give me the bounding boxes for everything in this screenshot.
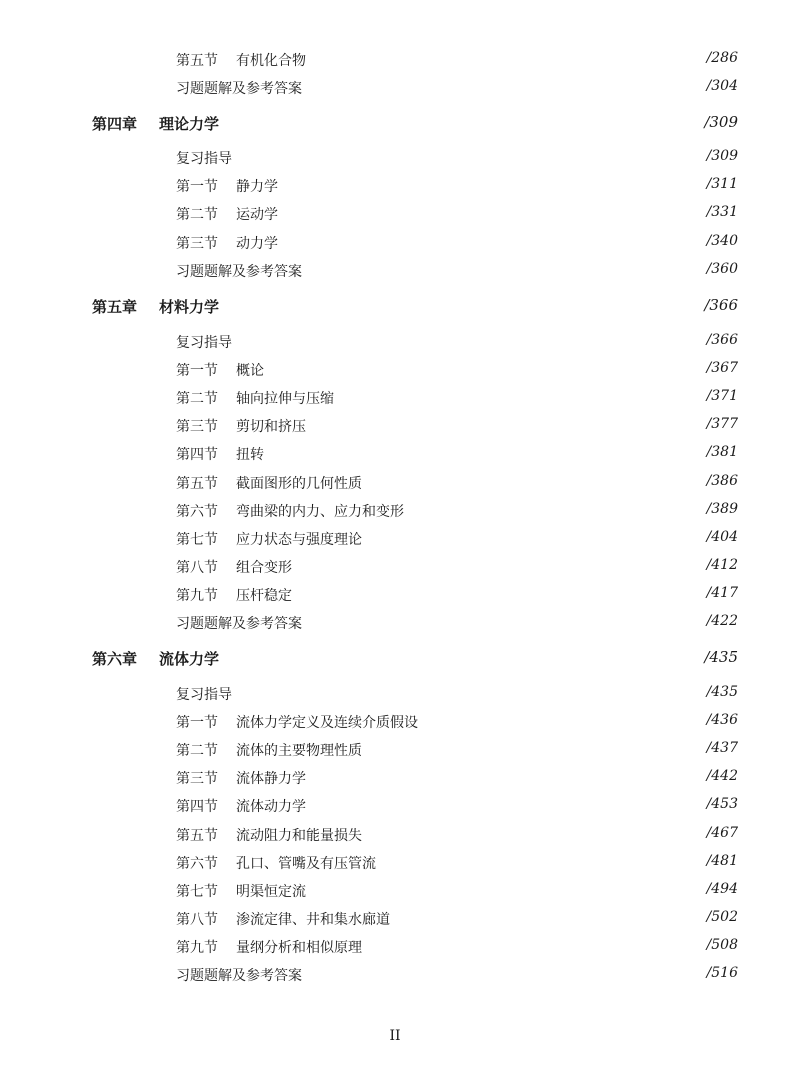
section-page: /453 <box>706 796 738 812</box>
section-page: /304 <box>706 78 738 94</box>
section-row <box>0 176 790 198</box>
chapter-page: /435 <box>704 648 738 666</box>
section-title: 孔口、管嘴及有压管流 <box>236 856 376 872</box>
section-page: /360 <box>706 261 738 277</box>
section-number: 第二节 <box>176 743 218 759</box>
section-number: 第四节 <box>176 447 218 463</box>
section-row <box>0 853 790 875</box>
section-row <box>0 416 790 438</box>
section-page: /366 <box>706 332 738 348</box>
section-title: 渗流定律、井和集水廊道 <box>236 912 390 928</box>
chapter-number: 第五章 <box>92 298 138 316</box>
section-number: 第五节 <box>176 828 218 844</box>
section-title: 流体动力学 <box>236 799 306 815</box>
section-number: 第五节 <box>176 476 218 492</box>
section-number: 第八节 <box>176 912 218 928</box>
section-page: /404 <box>706 529 738 545</box>
section-row <box>0 529 790 551</box>
section-title: 动力学 <box>236 236 278 252</box>
section-title: 静力学 <box>236 179 278 195</box>
section-title: 明渠恒定流 <box>236 884 306 900</box>
chapter-page: /309 <box>704 113 738 131</box>
section-page: /286 <box>706 50 738 66</box>
chapter-number: 第六章 <box>92 650 138 668</box>
section-row <box>0 740 790 762</box>
section-page: /437 <box>706 740 738 756</box>
section-title: 量纲分析和相似原理 <box>236 940 362 956</box>
section-row <box>0 444 790 466</box>
chapter-title: 材料力学 <box>159 298 220 316</box>
chapter-title: 流体力学 <box>159 650 220 668</box>
section-row <box>0 684 790 706</box>
section-row <box>0 909 790 931</box>
section-row <box>0 501 790 523</box>
section-number: 第九节 <box>176 940 218 956</box>
section-row <box>0 78 790 100</box>
section-page: /494 <box>706 881 738 897</box>
section-row <box>0 796 790 818</box>
section-page: /435 <box>706 684 738 700</box>
section-page: /340 <box>706 233 738 249</box>
section-number: 第一节 <box>176 715 218 731</box>
page-folio: II <box>389 1028 401 1044</box>
chapter-row <box>0 113 790 135</box>
section-page: /311 <box>706 176 738 192</box>
section-row <box>0 50 790 72</box>
section-page: /516 <box>706 965 738 981</box>
chapter-row <box>0 648 790 670</box>
section-number: 第七节 <box>176 532 218 548</box>
section-title: 弯曲梁的内力、应力和变形 <box>236 504 404 520</box>
section-number: 第八节 <box>176 560 218 576</box>
section-row <box>0 388 790 410</box>
section-row <box>0 881 790 903</box>
section-page: /508 <box>706 937 738 953</box>
section-number: 第七节 <box>176 884 218 900</box>
section-row <box>0 204 790 226</box>
section-row <box>0 768 790 790</box>
chapter-title: 理论力学 <box>159 115 220 133</box>
section-label: 习题题解及参考答案 <box>176 264 302 280</box>
section-row <box>0 261 790 283</box>
section-number: 第三节 <box>176 236 218 252</box>
section-title: 流体力学定义及连续介质假设 <box>236 715 418 731</box>
section-row <box>0 965 790 987</box>
section-title: 组合变形 <box>236 560 292 576</box>
section-row <box>0 825 790 847</box>
section-number: 第九节 <box>176 588 218 604</box>
section-label: 习题题解及参考答案 <box>176 81 302 97</box>
section-title: 压杆稳定 <box>236 588 292 604</box>
section-row <box>0 557 790 579</box>
section-label: 习题题解及参考答案 <box>176 968 302 984</box>
section-number: 第二节 <box>176 391 218 407</box>
section-number: 第二节 <box>176 207 218 223</box>
section-row <box>0 332 790 354</box>
section-page: /422 <box>706 613 738 629</box>
section-title: 轴向拉伸与压缩 <box>236 391 334 407</box>
section-row <box>0 148 790 170</box>
section-row <box>0 613 790 635</box>
section-number: 第三节 <box>176 771 218 787</box>
section-title: 剪切和挤压 <box>236 419 306 435</box>
section-title: 流体静力学 <box>236 771 306 787</box>
section-number: 第三节 <box>176 419 218 435</box>
section-label: 复习指导 <box>176 335 232 351</box>
section-number: 第一节 <box>176 179 218 195</box>
section-page: /331 <box>706 204 738 220</box>
section-page: /381 <box>706 444 738 460</box>
section-page: /412 <box>706 557 738 573</box>
section-title: 截面图形的几何性质 <box>236 476 362 492</box>
section-row <box>0 712 790 734</box>
section-page: /389 <box>706 501 738 517</box>
section-row <box>0 473 790 495</box>
section-page: /467 <box>706 825 738 841</box>
section-page: /371 <box>706 388 738 404</box>
section-label: 复习指导 <box>176 151 232 167</box>
section-page: /386 <box>706 473 738 489</box>
section-page: /502 <box>706 909 738 925</box>
section-number: 第一节 <box>176 363 218 379</box>
section-label: 习题题解及参考答案 <box>176 616 302 632</box>
section-number: 第五节 <box>176 53 218 69</box>
chapter-number: 第四章 <box>92 115 138 133</box>
section-row <box>0 937 790 959</box>
section-row <box>0 360 790 382</box>
section-row <box>0 585 790 607</box>
section-label: 复习指导 <box>176 687 232 703</box>
section-title: 扭转 <box>236 447 264 463</box>
section-page: /309 <box>706 148 738 164</box>
section-row <box>0 233 790 255</box>
chapter-page: /366 <box>704 296 738 314</box>
section-title: 流动阻力和能量损失 <box>236 828 362 844</box>
section-title: 运动学 <box>236 207 278 223</box>
section-title: 概论 <box>236 363 264 379</box>
section-page: /377 <box>706 416 738 432</box>
section-number: 第六节 <box>176 856 218 872</box>
section-page: /442 <box>706 768 738 784</box>
section-title: 流体的主要物理性质 <box>236 743 362 759</box>
section-page: /367 <box>706 360 738 376</box>
section-number: 第四节 <box>176 799 218 815</box>
section-number: 第六节 <box>176 504 218 520</box>
section-page: /436 <box>706 712 738 728</box>
chapter-row <box>0 296 790 318</box>
section-title: 有机化合物 <box>236 53 306 69</box>
section-page: /417 <box>706 585 738 601</box>
section-title: 应力状态与强度理论 <box>236 532 362 548</box>
section-page: /481 <box>706 853 738 869</box>
